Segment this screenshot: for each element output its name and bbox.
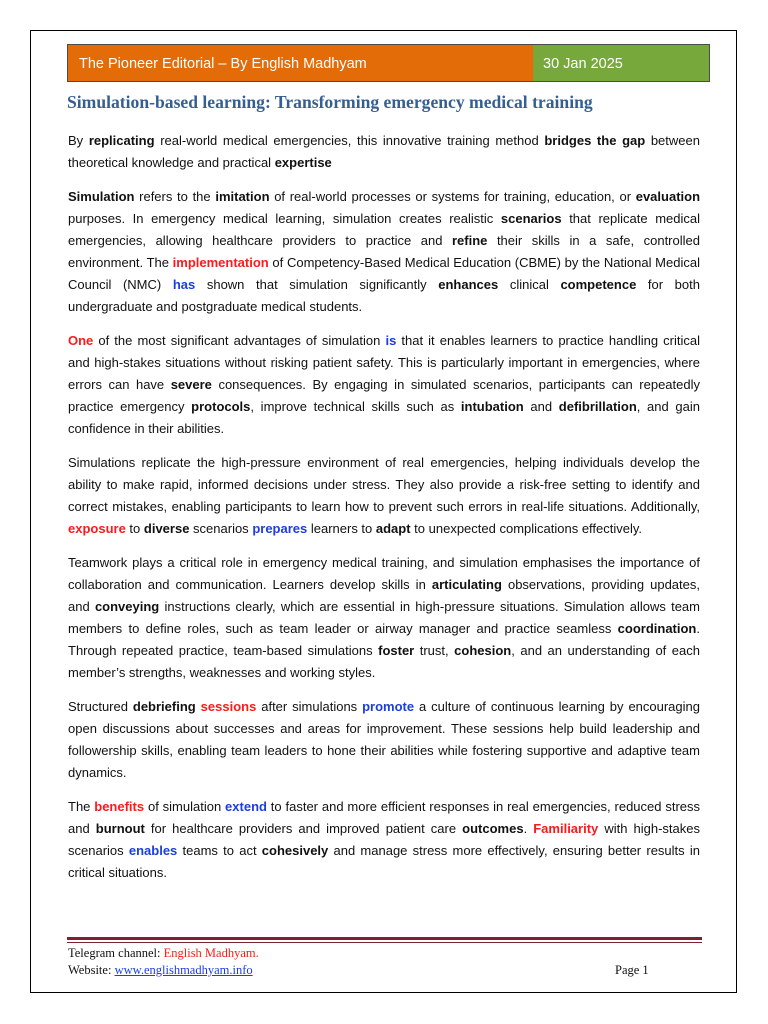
paragraph-text: By (68, 133, 89, 148)
emphasis-text: foster (378, 643, 415, 658)
paragraph-text: with high-stakes scenarios (68, 821, 700, 858)
emphasis-text: promote (362, 699, 415, 714)
emphasis-text: debriefing (132, 699, 196, 714)
emphasis-text: scenarios (500, 211, 562, 226)
paragraph-text: . Through repeated practice, team-based simulations (68, 621, 700, 658)
emphasis-text: outcomes (462, 821, 524, 836)
article-body (68, 130, 700, 896)
emphasis-text: competence (560, 277, 637, 292)
emphasis-text: coordination (617, 621, 697, 636)
emphasis-text: defibrillation (558, 399, 637, 414)
emphasis-text: burnout (95, 821, 145, 836)
website-label: Website: (68, 963, 115, 977)
emphasis-text: One (68, 333, 94, 348)
paragraph-text: Teamwork plays a critical role in emergency medical training, and simulation emphasises the importance of collaboration and communication. Learners develop skills in (68, 555, 700, 592)
emphasis-text: Simulation (68, 189, 135, 204)
paragraph-text: to (125, 521, 144, 536)
paragraph-text: shown that simulation significantly (195, 277, 439, 292)
paragraph-text: Simulations replicate the high-pressure environment of real emergencies, helping individuals develop the ability to make rapid, informed decisions under stress. They also provide a risk-free setting to identify and correct mistakes, enabling participants to learn how to prevent such errors in real-life situations. Additionally, (68, 455, 700, 514)
paragraph (68, 452, 700, 540)
emphasis-text: bridges the gap (544, 133, 646, 148)
emphasis-text: has (172, 277, 196, 292)
footer-divider (67, 937, 702, 940)
telegram-channel: English Madhyam. (163, 946, 259, 960)
paragraph-text: their skills in a safe, controlled environment. The (68, 233, 700, 270)
emphasis-text: implementation (172, 255, 269, 270)
footer-telegram (68, 946, 259, 961)
emphasis-text: cohesively (261, 843, 329, 858)
paragraph-text: trust, (414, 643, 455, 658)
paragraph-text: , and an understanding of each member’s strengths, weaknesses and working styles. (68, 643, 700, 680)
paragraph-text: scenarios (189, 521, 253, 536)
emphasis-text: evaluation (635, 189, 701, 204)
paragraph-text: consequences. By engaging in simulated scenarios, participants can repeatedly practice emergency (68, 377, 700, 414)
paragraph-text: and (523, 399, 559, 414)
emphasis-text: extend (225, 799, 267, 814)
emphasis-text: replicating (88, 133, 155, 148)
paragraph-text: , improve technical skills such as (250, 399, 461, 414)
emphasis-text: severe (170, 377, 212, 392)
emphasis-text: enhances (438, 277, 499, 292)
emphasis-text: sessions (200, 699, 257, 714)
paragraph-text: instructions clearly, which are essential in high-pressure situations. Simulation allows team members to define roles, such as team leader or airway manager and practice seamless (68, 599, 700, 636)
paragraph-text: . (523, 821, 534, 836)
paragraph-text: observations, providing updates, and (68, 577, 700, 614)
paragraph-text: and manage stress more effectively, ensuring better results in critical situations. (68, 843, 700, 880)
paragraph-text: real-world medical emergencies, this innovative training method (154, 133, 545, 148)
paragraph (68, 330, 700, 440)
paragraph-text: between theoretical knowledge and practical (68, 133, 700, 170)
emphasis-text: imitation (215, 189, 270, 204)
paragraph-text: Structured (68, 699, 133, 714)
footer-website (68, 963, 253, 978)
emphasis-text: conveying (94, 599, 160, 614)
article-title: Simulation-based learning: Transforming emergency medical training (67, 92, 593, 112)
paragraph (68, 130, 700, 174)
paragraph-text: teams to act (177, 843, 262, 858)
header-title: The Pioneer Editorial – By English Madhyam (68, 45, 533, 81)
emphasis-text: diverse (143, 521, 190, 536)
emphasis-text: refine (452, 233, 488, 248)
paragraph-text: The (68, 799, 95, 814)
paragraph (68, 552, 700, 684)
emphasis-text: adapt (375, 521, 411, 536)
paragraph-text: of the most significant advantages of simulation (93, 333, 386, 348)
paragraph (68, 186, 700, 318)
emphasis-text: exposure (68, 521, 126, 536)
header-bar (67, 44, 710, 82)
paragraph (68, 696, 700, 784)
website-link[interactable]: www.englishmadhyam.info (114, 963, 253, 977)
emphasis-text: expertise (274, 155, 332, 170)
paragraph-text: for healthcare providers and improved patient care (144, 821, 463, 836)
paragraph-text: purposes. In emergency medical learning, simulation creates realistic (68, 211, 501, 226)
emphasis-text: benefits (94, 799, 145, 814)
header-date: 30 Jan 2025 (533, 45, 709, 81)
paragraph-text: refers to the (134, 189, 216, 204)
paragraph-text: that it enables learners to practice handling critical and high-stakes situations without risking patient safety. This is particularly important in emergencies, where errors can have (68, 333, 700, 392)
paragraph-text: to faster and more efficient responses in real emergencies, reduced stress and (68, 799, 701, 836)
paragraph-text: learners to (307, 521, 376, 536)
emphasis-text: articulating (431, 577, 502, 592)
paragraph-text: clinical (498, 277, 561, 292)
paragraph-text: of real-world processes or systems for training, education, or (269, 189, 636, 204)
paragraph-text: for both undergraduate and postgraduate medical students. (68, 277, 700, 314)
page-number: Page 1 (615, 963, 649, 977)
telegram-label: Telegram channel: (68, 946, 164, 960)
paragraph-text: of simulation (144, 799, 226, 814)
emphasis-text: cohesion (454, 643, 512, 658)
paragraph-text: that replicate medical emergencies, allowing healthcare providers to practice and (68, 211, 700, 248)
emphasis-text: Familiarity (533, 821, 599, 836)
emphasis-text: enables (128, 843, 178, 858)
footer-divider-thin (67, 942, 702, 943)
paragraph-text: to unexpected complications effectively. (410, 521, 643, 536)
emphasis-text: prepares (252, 521, 308, 536)
paragraph-text: of Competency-Based Medical Education (CBME) by the National Medical Council (NMC) (68, 255, 700, 292)
paragraph-text: after simulations (256, 699, 363, 714)
emphasis-text: is (385, 333, 397, 348)
emphasis-text: intubation (460, 399, 524, 414)
paragraph-text: a culture of continuous learning by encouraging open discussions about successes and areas for improvement. These sessions help build leadership and followership skills, enabling team leaders to hone their abilities while fostering supportive and adaptive team dynamics. (68, 699, 700, 780)
paragraph (68, 796, 700, 884)
emphasis-text: protocols (191, 399, 251, 414)
paragraph-text: , and gain confidence in their abilities. (68, 399, 700, 436)
